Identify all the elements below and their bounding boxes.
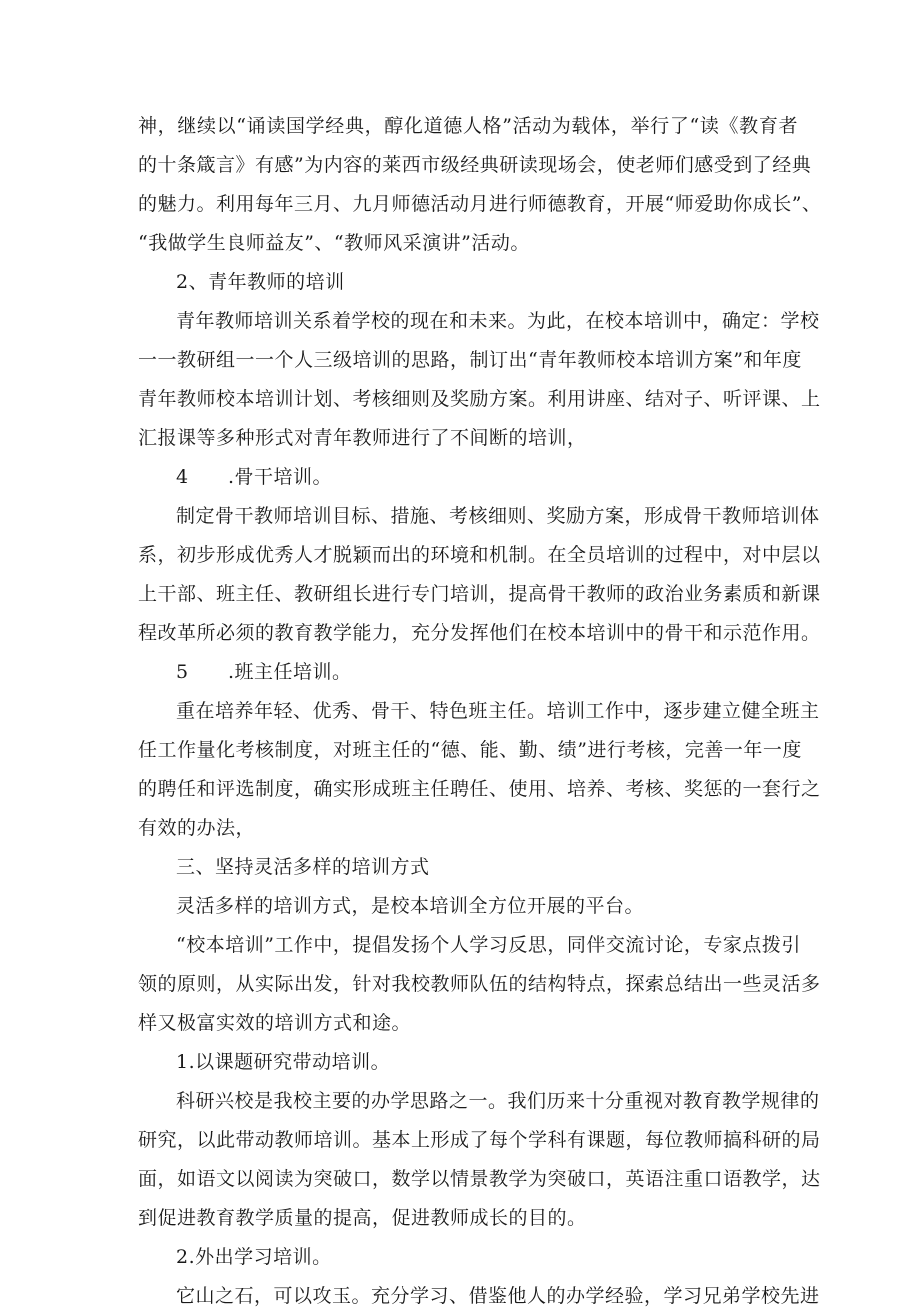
paragraph-line: “校本培训”工作中，提倡发扬个人学习反思，同伴交流讨论，专家点拨引: [176, 934, 801, 956]
paragraph-line: 任工作量化考核制度，对班主任的“德、能、勤、绩”进行考核，完善一年一度: [138, 739, 802, 761]
paragraph-line: 研究，以此带动教师培训。基本上形成了每个学科有课题，每位教师搞科研的局: [138, 1129, 821, 1151]
heading-number: 4: [176, 466, 189, 488]
paragraph-line: 灵活多样的培训方式，是校本培训全方位开展的平台。: [176, 895, 645, 917]
paragraph-line: 程改革所必须的教育教学能力，充分发挥他们在校本培训中的骨干和示范作用。: [138, 622, 821, 644]
heading-number: 5: [176, 661, 189, 683]
paragraph-line: 制定骨干教师培训目标、措施、考核细则、奖励方案，形成骨干教师培训体: [176, 505, 820, 527]
paragraph-line: 科研兴校是我校主要的办学思路之一。我们历来十分重视对教育教学规律的: [176, 1090, 820, 1112]
paragraph-line: 到促进教育教学质量的提高，促进教师成长的目的。: [138, 1207, 587, 1229]
paragraph-line: 重在培养年轻、优秀、骨干、特色班主任。培训工作中，逐步建立健全班主: [176, 700, 820, 722]
paragraph-line: 它山之石，可以攻玉。充分学习、借鉴他人的办学经验，学习兄弟学校先进: [176, 1285, 820, 1307]
section-heading: 2、青年教师的培训: [176, 271, 345, 293]
paragraph-line: 神，继续以“诵读国学经典，醇化道德人格”活动为载体，举行了“读《教育者: [138, 115, 798, 137]
heading-text: .骨干培训。: [228, 466, 333, 488]
paragraph-line: 面，如语文以阅读为突破口，数学以情景教学为突破口，英语注重口语教学，达: [138, 1168, 821, 1190]
paragraph-line: 汇报课等多种形式对青年教师进行了不间断的培训，: [138, 427, 587, 449]
paragraph-line: “我做学生良师益友”、“教师风采演讲”活动。: [138, 232, 530, 254]
section-heading: [176, 465, 798, 489]
paragraph-line: 的十条箴言》有感”为内容的莱西市级经典研读现场会，使老师们感受到了经典: [138, 154, 812, 176]
paragraph-line: 的魅力。利用每年三月、九月师德活动月进行师德教育，开展“师爱助你成长”、: [138, 193, 822, 215]
paragraph-line: 样又极富实效的培训方式和途。: [138, 1012, 412, 1034]
paragraph-line: 青年教师校本培训计划、考核细则及奖励方案。利用讲座、结对子、听评课、上: [138, 388, 821, 410]
section-heading: 2.外出学习培训。: [176, 1246, 332, 1268]
paragraph-line: 领的原则，从实际出发，针对我校教师队伍的结构特点，探索总结出一些灵活多: [138, 973, 821, 995]
section-heading: [176, 660, 798, 684]
paragraph-line: 一一教研组一一个人三级培训的思路，制订出“青年教师校本培训方案”和年度: [138, 349, 802, 371]
paragraph-line: 青年教师培训关系着学校的现在和未来。为此，在校本培训中，确定：学校: [176, 310, 820, 332]
heading-text: .班主任培训。: [228, 661, 352, 683]
section-heading: 三、坚持灵活多样的培训方式: [176, 856, 430, 878]
paragraph-line: 有效的办法，: [138, 817, 256, 839]
paragraph-line: 系，初步形成优秀人才脱颖而出的环境和机制。在全员培训的过程中，对中层以: [138, 544, 821, 566]
section-heading: 1.以课题研究带动培训。: [176, 1051, 391, 1073]
paragraph-line: 上干部、班主任、教研组长进行专门培训，提高骨干教师的政治业务素质和新课: [138, 583, 821, 605]
paragraph-line: 的聘任和评选制度，确实形成班主任聘任、使用、培养、考核、奖惩的一套行之: [138, 778, 821, 800]
